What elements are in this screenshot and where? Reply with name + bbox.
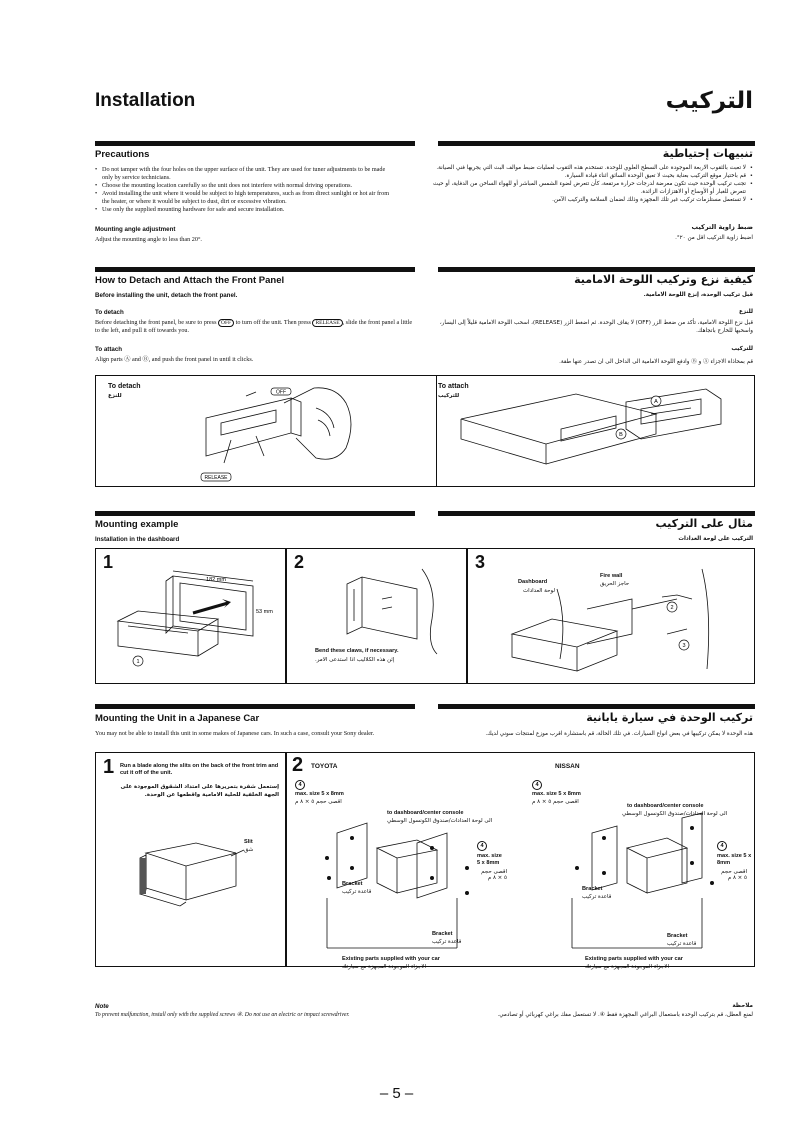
- japanese-car-text-ar: هذه الوحدة لا يمكن تركيبها في بعض انواع السيارات. في تلك الحالة، قم باستشارة اقرب موزع لمنتجات سوني لديك.: [485, 731, 753, 737]
- part-1-label: 1: [136, 659, 140, 665]
- toyota-bracket-en: Bracket: [342, 881, 363, 887]
- front-panel-heading-en: How to Detach and Attach the Front Panel: [95, 275, 285, 286]
- nissan-max-size3-line2: 8mm: [717, 860, 731, 866]
- detach-heading-en: To detach: [95, 309, 124, 316]
- toyota-existing-ar: الاجزاء الموجودة المجهزة مع سيارتك: [342, 964, 427, 970]
- fig-attach-ar: للتركيب: [438, 393, 460, 399]
- nissan-bracket2-en: Bracket: [667, 933, 688, 939]
- toyota-max-size2-ar: اقصى حجم ٥ × ٨ م: [481, 869, 507, 881]
- claws-label-ar: إثن هذه الكلاليب اذا استدعى الامر.: [315, 657, 395, 663]
- detach-text-1: Before detaching the front panel, be sure to press: [95, 319, 217, 326]
- page-title-en: Installation: [95, 90, 196, 111]
- jp-step-1-text-en: Run a blade along the slits on the back of the front trim and cut it off of the unit.: [120, 763, 279, 776]
- precaution-item-ar: • تجنب تركيب الوحدة حيث تكون معرضة لدرجات حرارة مرتفعة، كأن تتعرض لضوء الشمس المباشر أو للهواء الساخن من الدفاية، أو حيث تتعرض للغبار أو الأوساخ أو الاهتزازات الزائدة.: [431, 180, 746, 196]
- nissan-existing-ar: الاجزاء الموجودة المجهزة مع سيارتك: [585, 964, 670, 970]
- toyota-bracket2-en: Bracket: [432, 931, 453, 937]
- japanese-car-heading-ar: تركيب الوحدة في سيارة يابانية: [586, 711, 753, 724]
- mount-step-3-panel: [467, 548, 755, 684]
- detach-text-en: [95, 319, 415, 335]
- nissan-max-size-ar: اقصى حجم ٥ × ٨ م: [532, 799, 579, 805]
- dim-width-label: 182 mm: [206, 577, 226, 583]
- japanese-car-heading-en: Mounting the Unit in a Japanese Car: [95, 713, 260, 724]
- nissan-bracket-en: Bracket: [582, 886, 603, 892]
- nissan-bracket-illustration: [562, 808, 732, 958]
- precaution-item: • Use only the supplied mounting hardware for safe and secure installation.: [102, 206, 397, 214]
- note-label-ar: ملاحظة: [732, 1003, 753, 1009]
- release-callout-label: RELEASE: [204, 475, 228, 481]
- nissan-existing-en: Existing parts supplied with your car: [585, 956, 683, 962]
- section-bar-en: [95, 141, 415, 146]
- slit-label-en: Slit: [244, 839, 253, 845]
- nissan-max-size-en: max. size 5 x 8mm: [532, 791, 581, 797]
- part-b-label: B: [619, 432, 623, 438]
- release-button-label: RELEASE: [312, 319, 342, 327]
- firewall-label-en: Fire wall: [600, 573, 623, 579]
- jp-step-1-text-ar: إستعمل شفرة بتمريرها على امتداد الشقوق الموجودة على الجهة الخلفية للحلية الامامية واقطعها عن الوحدة.: [120, 784, 279, 798]
- mount-step-3-number: 3: [475, 552, 486, 572]
- toyota-console-ar: الى لوحة العدادات/صندوق الكونسول الوسطي: [387, 818, 493, 824]
- front-trim-face: [140, 858, 146, 894]
- nissan-circ-4b: 4: [717, 841, 727, 851]
- detach-text-3: , slide the front panel a little to the left, and pull it off towards you.: [95, 319, 413, 334]
- mounting-example-heading-ar: مثال على التركيب: [655, 517, 753, 530]
- firewall-label-ar: حاجز الحريق: [600, 581, 630, 587]
- japanese-car-text-en: You may not be able to install this unit in some makes of Japanese cars. In such a case, consult your Sony dealer.: [95, 730, 375, 737]
- off-button-label: OFF: [218, 319, 234, 327]
- attach-heading-en: To attach: [95, 346, 123, 353]
- precaution-item: • Avoid installing the unit where it would be subject to high temperatures, such as from direct sunlight or hot air from the heater, or where it would be subject to dust, dirt or excessive vibration.: [102, 190, 397, 206]
- mounting-example-sub-ar: التركيب على لوحة العدادات: [678, 536, 753, 542]
- front-trim-illustration: [126, 828, 246, 918]
- fig-detach-en: To detach: [108, 383, 141, 390]
- fig-detach-ar: للنزع: [108, 393, 122, 399]
- off-callout-label: OFF: [276, 389, 286, 396]
- detach-heading-ar: للنزع: [739, 309, 753, 315]
- jp-step-1-panel: [95, 752, 286, 967]
- angle-text-en: Adjust the mounting angle to less than 20°.: [95, 236, 202, 243]
- nissan-max-size3-ar: اقصى حجم ٥ × ٨ م: [721, 869, 747, 881]
- toyota-max-size2-line2: 5 x 8mm: [477, 860, 500, 866]
- front-panel-heading-ar: كيفية نزع وتركيب اللوحة الامامية: [574, 273, 753, 286]
- attach-text-en: Align parts Ⓐ and Ⓑ, and push the front panel in until it clicks.: [95, 356, 254, 363]
- mount-step-2-number: 2: [294, 552, 305, 572]
- figure-divider: [436, 376, 437, 486]
- claws-label-en: Bend these claws, if necessary.: [315, 648, 399, 654]
- page-title-ar: التركيب: [665, 88, 753, 114]
- nissan-bracket-ar: قاعدة تركيب: [582, 894, 612, 900]
- precaution-item: • Choose the mounting location carefully so the unit does not interfere with normal driving operations.: [102, 182, 397, 190]
- dashboard-label-ar: لوحة العدادات: [523, 588, 556, 594]
- note-text-en: To prevent malfunction, install only with the supplied screws ④. Do not use an electric or impact screwdriver.: [95, 1012, 350, 1018]
- section-bar-ar: [438, 704, 755, 709]
- claws-illustration: [292, 559, 462, 659]
- jp-step-1-number: 1: [103, 756, 115, 778]
- section-bar-ar: [438, 267, 755, 272]
- section-bar-en: [95, 511, 415, 516]
- precautions-list-en: [95, 166, 397, 214]
- toyota-bracket-illustration: [317, 808, 487, 958]
- toyota-console-en: to dashboard/center console: [387, 810, 464, 816]
- mounting-example-heading-en: Mounting example: [95, 519, 179, 530]
- section-bar-ar: [438, 141, 755, 146]
- toyota-circ-4b: 4: [477, 841, 487, 851]
- toyota-label: TOYOTA: [311, 763, 338, 770]
- precautions-heading-en: Precautions: [95, 149, 150, 160]
- nissan-label: NISSAN: [555, 763, 580, 770]
- precaution-item-ar: • لا تعبث بالثقوب الاربعة الموجودة على السطح العلوي للوحدة. تستخدم هذه الثقوب لعمليات ضبط موالف البث التي يجريها فني الصيانة.: [431, 164, 746, 172]
- angle-text-ar: اضبط زاوية التركيب اقل من ٢٠°.: [675, 235, 753, 241]
- front-panel-intro-ar: قبل تركيب الوحدة، إنزع اللوحة الامامية.: [643, 292, 753, 298]
- precaution-item: • Do not tamper with the four holes on the upper surface of the unit. They are used for tuner adjustments to be made only by service technicians.: [102, 166, 397, 182]
- nissan-max-size3-line1: max. size 5 x: [717, 853, 752, 859]
- mount-step-2-panel: [286, 548, 467, 684]
- toyota-max-size2-line1: max. size: [477, 853, 502, 859]
- nissan-bracket2-ar: قاعدة تركيب: [667, 941, 697, 947]
- jp-step-2-panel: [286, 752, 755, 970]
- jp-step-2-number: 2: [292, 754, 304, 776]
- toyota-max-size-ar: اقصى حجم ٥ × ٨ م: [295, 799, 342, 805]
- detach-text-2: to turn off the unit. Then press: [235, 319, 311, 326]
- attach-illustration: [456, 384, 746, 484]
- angle-heading-en: Mounting angle adjustment: [95, 226, 176, 233]
- nissan-console-ar: الى لوحة العدادات/صندوق الكونسول الوسطي: [622, 811, 728, 817]
- precaution-item-ar: • قم باختيار موقع التركيب بعناية بحيث لا تعيق الوحدة السائق اثناء قيادة السيارة.: [431, 172, 746, 180]
- precautions-list-ar: [431, 164, 753, 204]
- mount-step-1-panel: [95, 548, 286, 684]
- front-panel-intro-en: Before installing the unit, detach the front panel.: [95, 292, 238, 299]
- angle-heading-ar: ضبط زاوية التركيب: [691, 223, 753, 231]
- part-a-label: A: [654, 399, 658, 405]
- slit-label-ar: شق: [244, 847, 254, 853]
- mount-step-1-number: 1: [103, 552, 114, 572]
- precautions-heading-ar: تنبيهات إحتياطية: [662, 147, 753, 160]
- mounting-example-sub-en: Installation in the dashboard: [95, 536, 180, 543]
- section-bar-ar: [438, 511, 755, 516]
- part-2-label: 2: [670, 605, 674, 611]
- part-3-label: 3: [682, 643, 686, 649]
- section-bar-en: [95, 267, 415, 272]
- note-label-en: Note: [95, 1003, 109, 1010]
- toyota-bracket2-ar: قاعدة تركيب: [432, 939, 462, 945]
- section-bar-en: [95, 704, 415, 709]
- toyota-existing-en: Existing parts supplied with your car: [342, 956, 440, 962]
- note-text-ar: لمنع العطل، قم بتركيب الوحدة باستعمال البراغي المجهزة فقط ④. لا تستعمل مفك براغي كهربائي أو تصادمي.: [497, 1012, 753, 1018]
- front-panel-figure: [95, 375, 755, 487]
- detach-illustration: [196, 378, 376, 483]
- fig-attach-en: To attach: [438, 383, 469, 390]
- detach-text-ar: قبل نزع اللوحة الامامية، تأكد من ضغط الزر (OFF) لا يقاف الوحدة. ثم اضغط الزر (RELEASE)، اسحب اللوحة الامامية قليلاً إلى اليسار، واسحبها للخارج باتجاهك.: [439, 320, 753, 334]
- firewall-illustration: [472, 559, 752, 679]
- toyota-circ-4: 4: [295, 780, 305, 790]
- nissan-circ-4: 4: [532, 780, 542, 790]
- precaution-item-ar: • لا تستعمل مستلزمات تركيب غير تلك المجهزة وذلك لضمان السلامة والتركيب الآمن.: [431, 196, 746, 204]
- attach-heading-ar: للتركيب: [731, 346, 753, 352]
- toyota-max-size-en: max. size 5 x 8mm: [295, 791, 344, 797]
- mount-sleeve-illustration: [98, 561, 283, 681]
- nissan-console-en: to dashboard/center console: [627, 803, 704, 809]
- toyota-bracket-ar: قاعدة تركيب: [342, 889, 372, 895]
- page-number: – 5 –: [379, 1085, 414, 1102]
- dim-height-label: 53 mm: [256, 609, 273, 615]
- attach-text-ar: قم بمحاذاة الاجزاء Ⓐ و Ⓑ وادفع اللوحة الامامية الى الداخل الى ان تصدر عنها طقة.: [559, 359, 753, 365]
- dashboard-label-en: Dashboard: [518, 579, 548, 585]
